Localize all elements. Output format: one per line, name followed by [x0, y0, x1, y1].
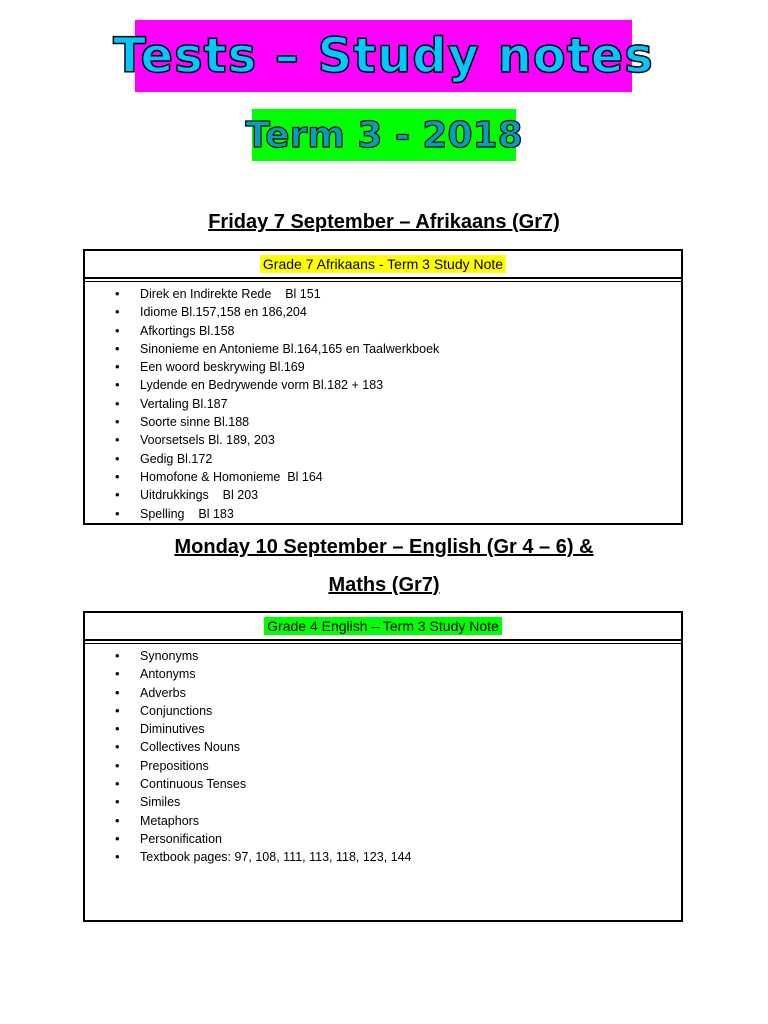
- term-banner: [245, 109, 523, 161]
- list-item: • Idiome Bl.157,158 en 186,204: [85, 303, 681, 321]
- list-item: • Spelling Bl 183: [85, 505, 681, 523]
- list-item: • Textbook pages: 97, 108, 111, 113, 118, 123, 144: [85, 848, 681, 866]
- table-header: [85, 613, 681, 641]
- title-banner: [113, 20, 654, 92]
- list-item: • Afkortings Bl.158: [85, 322, 681, 340]
- list-item: • Collectives Nouns: [85, 738, 681, 756]
- study-note-table-english: [83, 611, 683, 922]
- list-item: • Conjunctions: [85, 702, 681, 720]
- list-item: • Prepositions: [85, 757, 681, 775]
- list-item: • Uitdrukkings Bl 203: [85, 486, 681, 504]
- list-item: • Lydende en Bedrywende vorm Bl.182 + 183: [85, 376, 681, 394]
- list-item: • Antonyms: [85, 665, 681, 683]
- term-title: Term 3 - 2018: [245, 114, 523, 156]
- list-item: • Metaphors: [85, 812, 681, 830]
- list-item: • Continuous Tenses: [85, 775, 681, 793]
- list-item: • Homofone & Homonieme Bl 164: [85, 468, 681, 486]
- table-title: Grade 7 Afrikaans - Term 3 Study Note: [260, 255, 506, 273]
- list-item: • Soorte sinne Bl.188: [85, 413, 681, 431]
- list-item: • Een woord beskrywing Bl.169: [85, 358, 681, 376]
- list-item: • Adverbs: [85, 684, 681, 702]
- list-item: • Personification: [85, 830, 681, 848]
- section-heading-english-line2: Maths (Gr7): [328, 574, 440, 596]
- list-item: • Similes: [85, 793, 681, 811]
- section-heading-english-line1: Monday 10 September – English (Gr 4 – 6) &: [174, 536, 594, 558]
- study-list-afrikaans: [85, 279, 681, 523]
- list-item: • Vertaling Bl.187: [85, 395, 681, 413]
- section-heading-afrikaans: Friday 7 September – Afrikaans (Gr7): [208, 211, 560, 233]
- list-item: • Diminutives: [85, 720, 681, 738]
- list-item: • Direk en Indirekte Rede Bl 151: [85, 285, 681, 303]
- table-header: [85, 251, 681, 279]
- list-item: • Gedig Bl.172: [85, 450, 681, 468]
- list-item: • Synonyms: [85, 647, 681, 665]
- list-item: • Voorsetsels Bl. 189, 203: [85, 431, 681, 449]
- table-title: Grade 4 English – Term 3 Study Note: [264, 617, 502, 635]
- page-title: Tests – Study notes: [113, 28, 654, 84]
- study-list-english: [85, 641, 681, 867]
- list-item: • Sinonieme en Antonieme Bl.164,165 en Taalwerkboek: [85, 340, 681, 358]
- study-note-table-afrikaans: [83, 249, 683, 525]
